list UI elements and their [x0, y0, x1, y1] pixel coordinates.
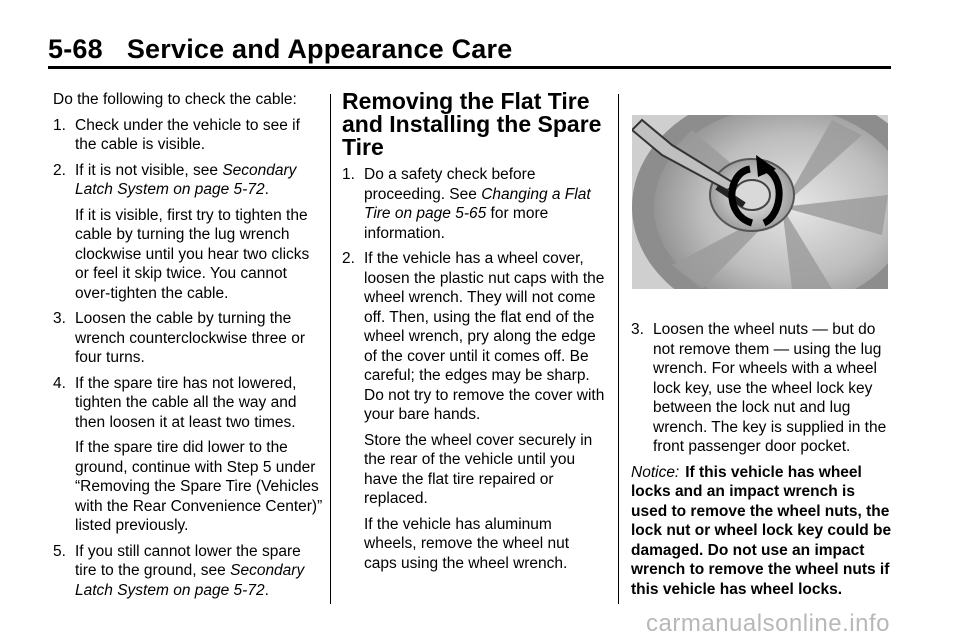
section-heading: Removing the Flat Tire and Installing the Spare Tire — [342, 88, 602, 160]
list-item: 1. Check under the vehicle to see if the cable is visible. — [53, 116, 300, 153]
notice-text: If this vehicle has wheel locks and an impact wrench is used to remove the wheel nuts, the lock nut or wheel lock key could be damaged. Do not use an impact wrench to remove the wheel nuts if this vehicle has wheel locks. — [631, 463, 892, 598]
column-2 — [342, 90, 606, 579]
page-number: 5-68 — [48, 34, 103, 64]
cross-reference-link[interactable]: Changing a Flat Tire on page 5-65 — [364, 185, 591, 222]
cross-reference-link[interactable]: Secondary Latch System on page 5-72 — [75, 562, 305, 599]
paragraph: If the vehicle has aluminum wheels, remove the wheel nut caps using the wheel wrench. — [364, 515, 570, 572]
list-item: 3. Loosen the wheel nuts — but do not remove them — using the lug wrench. For wheels with a wheel lock key, use the wheel lock key between the lock nut and lug wrench. The key is supplied in the front passenger door pocket. — [631, 321, 887, 455]
list-item: 2. If it is not visible, see Secondary Latch System on page 5-72. — [53, 161, 297, 198]
paragraph: If the spare tire did lower to the ground, continue with Step 5 under “Removing the Spare Tire (Vehicles with the Rear Convenience Center)” listed previously. — [75, 439, 323, 534]
wheel-illustration-svg — [632, 115, 888, 289]
watermark: carmanualsonline.info — [646, 610, 890, 637]
section-title: Service and Appearance Care — [126, 34, 513, 64]
list-item: 5. If you still cannot lower the spare tire to the ground, see Secondary Latch System on page 5-72. — [53, 542, 305, 599]
list-item: 1. Do a safety check before proceeding. See Changing a Flat Tire on page 5-65 for more information. — [342, 166, 591, 242]
paragraph: If it is visible, first try to tighten the cable by turning the lug wrench clockwise until you hear two clicks or feel it skip twice. You cannot over-tighten the cable. — [75, 206, 310, 302]
notice-label: Notice: — [631, 463, 680, 481]
intro-text: Do the following to check the cable: — [53, 91, 297, 108]
list-item: 4. If the spare tire has not lowered, tighten the cable all the way and then loosen it at least two times. — [53, 374, 297, 431]
header-rule — [48, 66, 891, 69]
notice-block — [631, 463, 893, 600]
list-item: 2. If the vehicle has a wheel cover, loosen the plastic nut caps with the wheel wrench. They will not come off. Then, using the flat end of the wheel wrench, pry along the edge of the cover until it comes off. Be careful; the edges may be sharp. Do not try to remove the cover with your bare hands. — [342, 250, 605, 423]
wheel-wrench-illustration — [632, 115, 888, 289]
column-divider-1 — [330, 94, 331, 604]
column-3 — [631, 320, 893, 605]
page-header — [48, 34, 512, 65]
column-divider-2 — [618, 94, 619, 604]
paragraph: Store the wheel cover securely in the rear of the vehicle until you have the flat tire repaired or replaced. — [364, 431, 593, 507]
column-1 — [53, 90, 323, 606]
cross-reference-link[interactable]: Secondary Latch System on page 5-72 — [75, 161, 297, 198]
list-item: 3. Loosen the cable by turning the wrench counterclockwise three or four turns. — [53, 310, 306, 366]
